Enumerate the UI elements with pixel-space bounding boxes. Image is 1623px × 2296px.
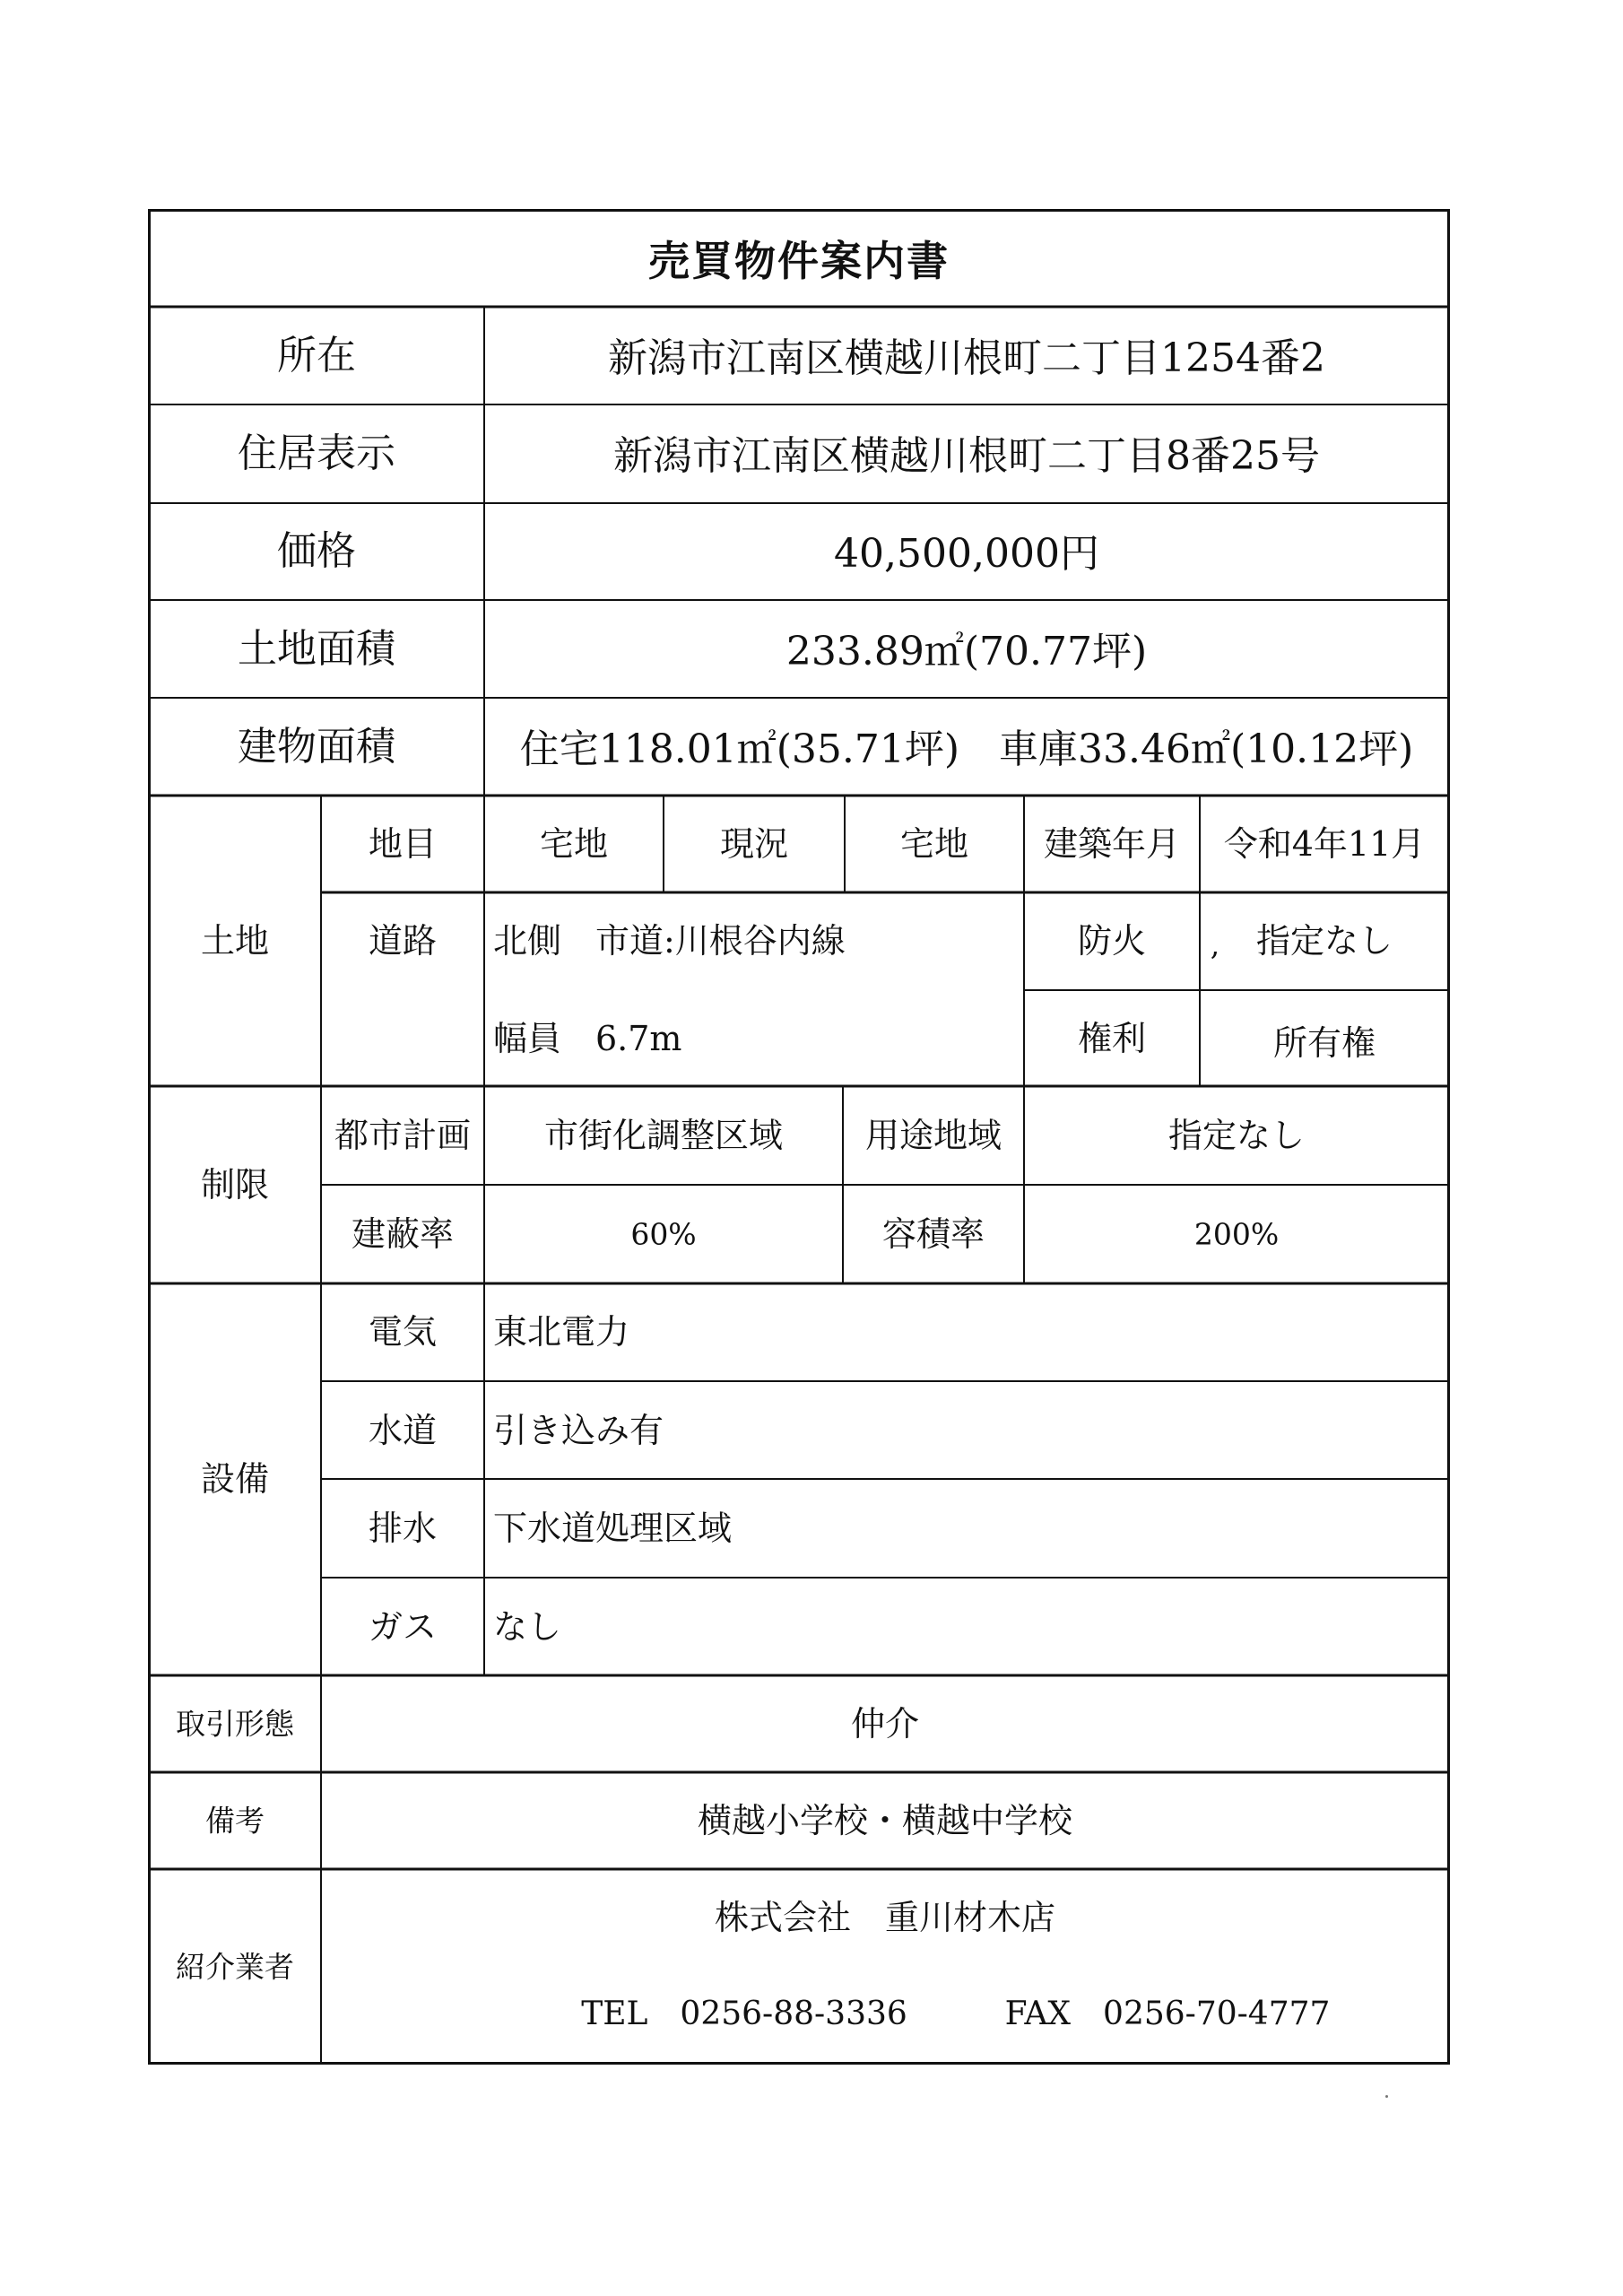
road-width: 幅員 6.7m xyxy=(493,1019,682,1058)
land-current-label: 現況 xyxy=(719,824,789,864)
gas-value: なし xyxy=(493,1607,562,1647)
fire-value: 指定なし xyxy=(1255,921,1393,961)
electricity-value: 東北電力 xyxy=(493,1312,630,1352)
land-section-label: 土地 xyxy=(200,921,270,961)
remarks-value: 横越小学校・横越中学校 xyxy=(697,1801,1073,1840)
address-label: 住居表示 xyxy=(238,430,395,476)
price-label: 価格 xyxy=(277,528,356,574)
zoning-value: 指定なし xyxy=(1167,1116,1306,1155)
address-value: 新潟市江南区横越川根町二丁目8番25号 xyxy=(613,433,1320,479)
agent-fax: FAX 0256-70-4777 xyxy=(1004,1996,1331,2032)
building-area-value: 住宅118.01㎡(35.71坪) 車庫33.46㎡(10.12坪) xyxy=(519,726,1414,772)
built-date-label: 建築年月 xyxy=(1043,824,1181,864)
fire-mark: , xyxy=(1210,926,1220,962)
document-title: 売買物件案内書 xyxy=(648,237,950,285)
rights-value: 所有権 xyxy=(1272,1023,1376,1063)
fire-label: 防火 xyxy=(1077,921,1147,961)
drainage-value: 下水道処理区域 xyxy=(493,1509,733,1548)
rights-label: 権利 xyxy=(1077,1019,1147,1058)
restrictions-section-label: 制限 xyxy=(200,1165,270,1205)
coverage-ratio-value: 60% xyxy=(630,1216,697,1252)
agent-company: 株式会社 重川材木店 xyxy=(714,1898,1056,1937)
price-value: 40,500,000円 xyxy=(834,531,1099,577)
land-current-value: 宅地 xyxy=(899,824,969,864)
water-label: 水道 xyxy=(368,1411,438,1450)
transaction-type-label: 取引形態 xyxy=(176,1706,294,1742)
city-plan-value: 市街化調整区域 xyxy=(543,1116,784,1155)
drainage-label: 排水 xyxy=(368,1509,438,1548)
built-date-value: 令和4年11月 xyxy=(1223,824,1426,864)
coverage-ratio-label: 建蔽率 xyxy=(351,1214,455,1254)
floor-area-ratio-label: 容積率 xyxy=(881,1214,985,1254)
land-area-value: 233.89㎡(70.77坪) xyxy=(785,629,1148,674)
city-plan-label: 都市計画 xyxy=(334,1116,472,1155)
building-area-label: 建物面積 xyxy=(238,724,395,770)
land-category-label: 地目 xyxy=(368,824,438,864)
location-label: 所在 xyxy=(277,333,356,378)
land-area-label: 土地面積 xyxy=(238,626,395,672)
property-info-sheet xyxy=(148,209,1450,2065)
gas-label: ガス xyxy=(368,1607,438,1647)
remarks-label: 備考 xyxy=(205,1803,265,1839)
water-value: 引き込み有 xyxy=(493,1411,664,1450)
road-info-line1: 北側 市道:川根谷内線 xyxy=(493,921,846,961)
facilities-section-label: 設備 xyxy=(200,1459,270,1499)
floor-area-ratio-value: 200% xyxy=(1193,1216,1280,1252)
zoning-label: 用途地域 xyxy=(864,1116,1002,1155)
location-value: 新潟市江南区横越川根町二丁目1254番2 xyxy=(608,335,1325,381)
electricity-label: 電気 xyxy=(368,1312,438,1352)
agent-label: 紹介業者 xyxy=(176,1949,294,1985)
agent-tel: TEL 0256-88-3336 xyxy=(581,1996,907,2032)
transaction-type-value: 仲介 xyxy=(850,1704,920,1744)
road-label: 道路 xyxy=(368,921,438,961)
land-category-value: 宅地 xyxy=(539,824,609,864)
scan-speck xyxy=(1385,2095,1388,2098)
